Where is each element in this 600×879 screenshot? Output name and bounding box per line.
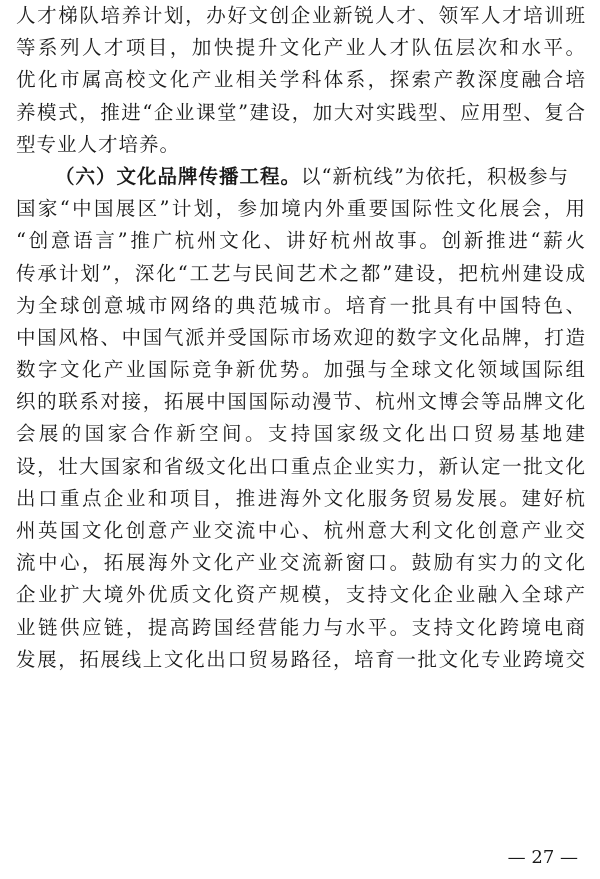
text-line: 优化市属高校文化产业相关学科体系，探索产教深度融合培 — [16, 68, 586, 92]
text-line: 为全球创意城市网络的典范城市。培育一批具有中国特色、 — [16, 293, 586, 317]
text-line: 人才梯队培养计划，办好文创企业新锐人才、领军人才培训班 — [16, 4, 586, 27]
text-line: 设，壮大国家和省级文化出口重点企业实力，新认定一批文化 — [16, 454, 586, 478]
text-line: 会展的国家合作新空间。支持国家级文化出口贸易基地建 — [16, 422, 586, 446]
text-line: “创意语言”推广杭州文化、讲好杭州故事。创新推进“薪火 — [16, 229, 586, 253]
text-line: 养模式，推进“企业课堂”建设，加大对实践型、应用型、复合 — [16, 100, 586, 124]
text-line: 出口重点企业和项目，推进海外文化服务贸易发展。建好杭 — [16, 486, 586, 510]
text-line: 传承计划”，深化“工艺与民间艺术之都”建设，把杭州建设成 — [16, 261, 586, 285]
text-line: 织的联系对接，拓展中国国际动漫节、杭州文博会等品牌文化 — [16, 390, 586, 414]
text-line: 州英国文化创意产业交流中心、杭州意大利文化创意产业交 — [16, 519, 586, 542]
text-line: 国家“中国展区”计划，参加境内外重要国际性文化展会，用 — [16, 197, 586, 221]
text-line: 等系列人才项目，加快提升文化产业人才队伍层次和水平。 — [16, 36, 586, 60]
text-line: 型专业人才培养。 — [16, 132, 181, 156]
text-line: 企业扩大境外优质文化资产规模，支持文化企业融入全球产 — [16, 583, 586, 607]
text-line: 业链供应链，提高跨国经营能力与水平。支持文化跨境电商 — [16, 615, 586, 639]
text-line: 流中心，拓展海外文化产业交流新窗口。鼓励有实力的文化 — [16, 551, 586, 575]
section-heading: （六）文化品牌传播工程。 — [55, 164, 302, 188]
text-line: 发展，拓展线上文化出口贸易路径，培育一批文化专业跨境交 — [16, 647, 586, 671]
text-line: 数字文化产业国际竞争新优势。加强与全球文化领域国际组 — [16, 358, 586, 382]
text-line: 中国风格、中国气派并受国际市场欢迎的数字文化品牌，打造 — [16, 325, 586, 349]
section-first-line — [16, 161, 586, 193]
page-number: — 27 — — [507, 847, 578, 868]
body-text — [16, 0, 586, 676]
section-lead: 以“新杭线”为依托，积极参与 — [301, 164, 569, 188]
